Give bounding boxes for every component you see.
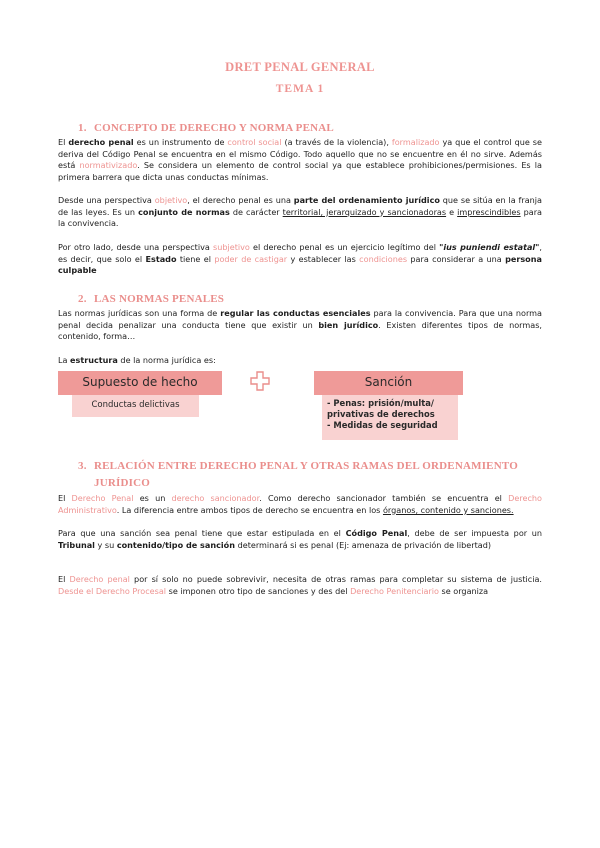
section-2-heading: 2. LAS NORMAS PENALES [78,293,225,305]
section-1-paragraph-2: Desde una perspectiva objetivo, el derecho penal es una parte del ordenamiento jurídico que se sitúa en la franja de las leyes. Es un conjunto de normas de carácter territorial, jerarquizado y sancionadoras e imprescindibles para la convivencia. [58,195,543,229]
section-1-paragraph-3: Por otro lado, desde una perspectiva subjetivo el derecho penal es un ejercicio legítimo del "ius puniendi estatal", es decir, que solo el Estado tiene el poder de castigar y establecer las condiciones para considerar a una persona culpable [58,242,542,276]
supuesto-de-hecho-title: Supuesto de hecho [82,375,198,389]
conductas-delictivas-box [72,395,199,417]
sancion-item-penas: - Penas: prisión/multa/ privativas de derechos [327,398,435,419]
sancion-item-medidas: - Medidas de seguridad [327,420,438,430]
section-1-heading: 1. CONCEPTO DE DERECHO Y NORMA PENAL [78,122,334,134]
sancion-detail-box [322,395,458,440]
section-3-paragraph-2: Para que una sanción sea penal tiene que estar estipulada en el Código Penal, debe de ser impuesta por un Tribunal y su contenido/tipo de sanción determinará si es penal (Ej: amenaza de privación de libertad) [58,528,542,550]
section-2-paragraph-2: La estructura de la norma jurídica es: [58,355,216,365]
section-3-paragraph-1: El Derecho Penal es un derecho sancionador. Como derecho sancionador también se encuentra el Derecho Administrativo. La diferencia entre ambos tipos de derecho se encuentra en los órganos, contenido y sanciones. [58,493,542,515]
section-3-paragraph-3: El Derecho penal por sí solo no puede sobrevivir, necesita de otras ramas para completar su sistema de justicia. Desde el Derecho Procesal se imponen otro tipo de sanciones y des del Derecho Penitenciario se organiza [58,574,543,596]
sancion-box [314,371,463,395]
document-subtitle: TEMA 1 [275,83,325,95]
section-1-paragraph-1: El derecho penal es un instrumento de control social (a través de la violencia), formalizado ya que el control que se deriva del Código Penal se encuentra en el mismo Código. Todo aquello que no se encuentre en él no sirve. Además está normativizado. Se considera un elemento de control social ya que establece prohibiciones/permisiones. Es la primera barrera que dicta unas conductas mínimas. [58,137,542,182]
conductas-delictivas-label: Conductas delictivas [91,400,180,410]
supuesto-de-hecho-box [58,371,222,395]
sancion-title: Sanción [364,375,413,389]
section-2-paragraph-1: Las normas jurídicas son una forma de regular las conductas esenciales para la convivencia. Para que una norma penal decida penalizar una conducta tiene que existir un bien jurídico. Existen diferentes tipos de normas, contenido, forma… [58,308,542,342]
section-3-heading: 3. RELACIÓN ENTRE DERECHO PENAL Y OTRAS RAMAS DEL ORDENAMIENTO JURÍDICO [78,460,518,489]
plus-icon [250,371,270,391]
document-title: DRET PENAL GENERAL [225,60,375,74]
